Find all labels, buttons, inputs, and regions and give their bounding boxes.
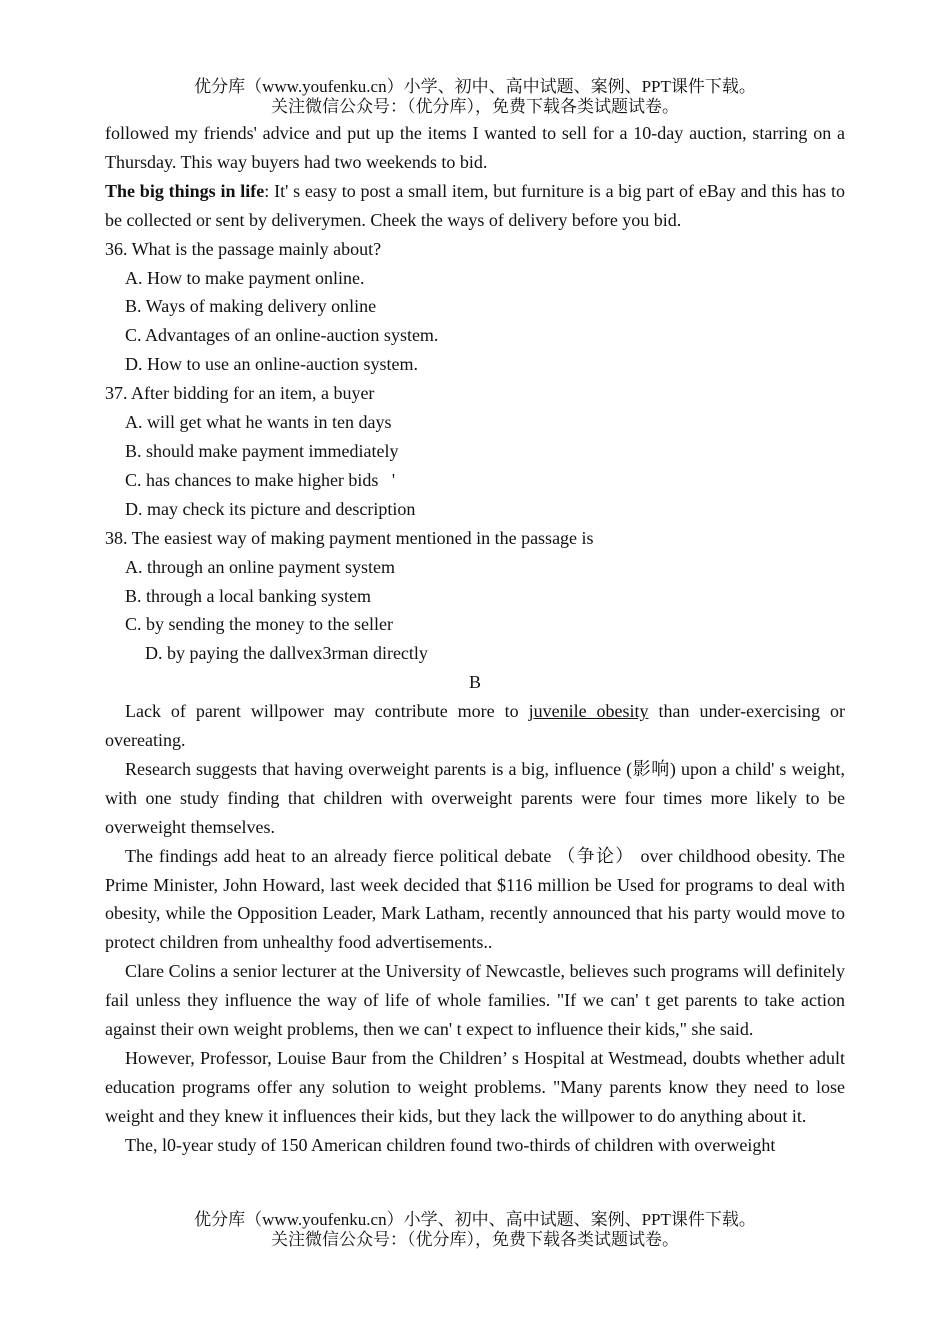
option-d: D. by paying the dallvex3rman directly <box>145 643 428 664</box>
underlined-term: juvenile obesity <box>528 701 649 722</box>
option-b: B. should make payment immediately <box>125 440 399 461</box>
option-c: C. by sending the money to the seller <box>125 614 393 635</box>
page-header <box>0 77 950 117</box>
option-c: C. has chances to make higher bids ' <box>125 469 396 490</box>
section-b-paragraph-2: Research suggests that having overweight parents is a big, influence (影响) upon a child' s weight, with one study finding that children with overweight parents were four times more likely to be overweight themselves. <box>105 758 845 837</box>
section-b-paragraph-1 <box>105 697 845 755</box>
section-b-paragraph-4: Clare Colins a senior lecturer at the University of Newcastle, believes such programs will definitely fail unless they influence the way of life of whole families. "If we can' t get parents to take action against their own weight problems, then we can' t expect to influence their kids," she said. <box>105 961 845 1040</box>
p1-after: than under-exercising or overeating. <box>105 701 845 751</box>
header-line-1: 优分库（www.youfenku.cn）小学、初中、高中试题、案例、PPT课件下载。 <box>194 77 756 96</box>
option-d: D. How to use an online-auction system. <box>125 354 418 375</box>
option-d: D. may check its picture and description <box>125 498 416 519</box>
big-things-text: : It' s easy to post a small item, but furniture is a big part of eBay and this has to be collected or sent by deliverymen. Cheek the ways of delivery before you bid. <box>105 180 845 230</box>
footer-line-2: 关注微信公众号：（优分库），免费下载各类试题试卷。 <box>271 1230 679 1249</box>
p1-before: Lack of parent willpower may contribute more to <box>125 701 529 722</box>
big-things-label: The big things in life <box>105 180 265 201</box>
option-a: A. through an online payment system <box>125 556 395 577</box>
question-stem: 37. After bidding for an item, a buyer <box>105 383 375 404</box>
option-b: B. through a local banking system <box>125 585 371 606</box>
passage-a-paragraph: followed my friends' advice and put up the items I wanted to sell for a 10-day auction, starring on a Thursday. This way buyers had two weekends to bid. <box>105 123 845 172</box>
big-things-paragraph <box>105 177 845 235</box>
question-stem: 38. The easiest way of making payment mentioned in the passage is <box>105 527 594 548</box>
option-b: B. Ways of making delivery online <box>125 296 377 317</box>
option-a: A. How to make payment online. <box>125 267 365 288</box>
question-37 <box>105 379 845 524</box>
footer-line-1: 优分库（www.youfenku.cn）小学、初中、高中试题、案例、PPT课件下载。 <box>194 1210 756 1229</box>
option-c: C. Advantages of an online-auction system. <box>125 325 439 346</box>
page-content <box>105 119 845 1160</box>
question-36 <box>105 235 845 380</box>
section-b-label: B <box>468 672 481 693</box>
header-line-2: 关注微信公众号：（优分库），免费下载各类试题试卷。 <box>271 97 679 116</box>
question-38 <box>105 524 845 669</box>
page-footer <box>0 1210 950 1250</box>
question-stem: 36. What is the passage mainly about? <box>105 238 382 259</box>
section-b-paragraph-6: The, l0-year study of 150 American children found two-thirds of children with overweight <box>125 1134 776 1155</box>
section-b-paragraph-5: However, Professor, Louise Baur from the Children’ s Hospital at Westmead, doubts whether adult education programs offer any solution to weight problems. "Many parents know they need to lose weight and they knew it influences their kids, but they lack the willpower to do anything about it. <box>105 1048 845 1126</box>
section-b-paragraph-3: The findings add heat to an already fierce political debate （争论） over childhood obesity. The Prime Minister, John Howard, last week decided that $116 million be Used for programs to deal with obesity, while the Opposition Leader, Mark Latham, recently announced that his party would move to protect children from unhealthy food advertisements.. <box>105 845 845 953</box>
option-a: A. will get what he wants in ten days <box>125 412 392 433</box>
